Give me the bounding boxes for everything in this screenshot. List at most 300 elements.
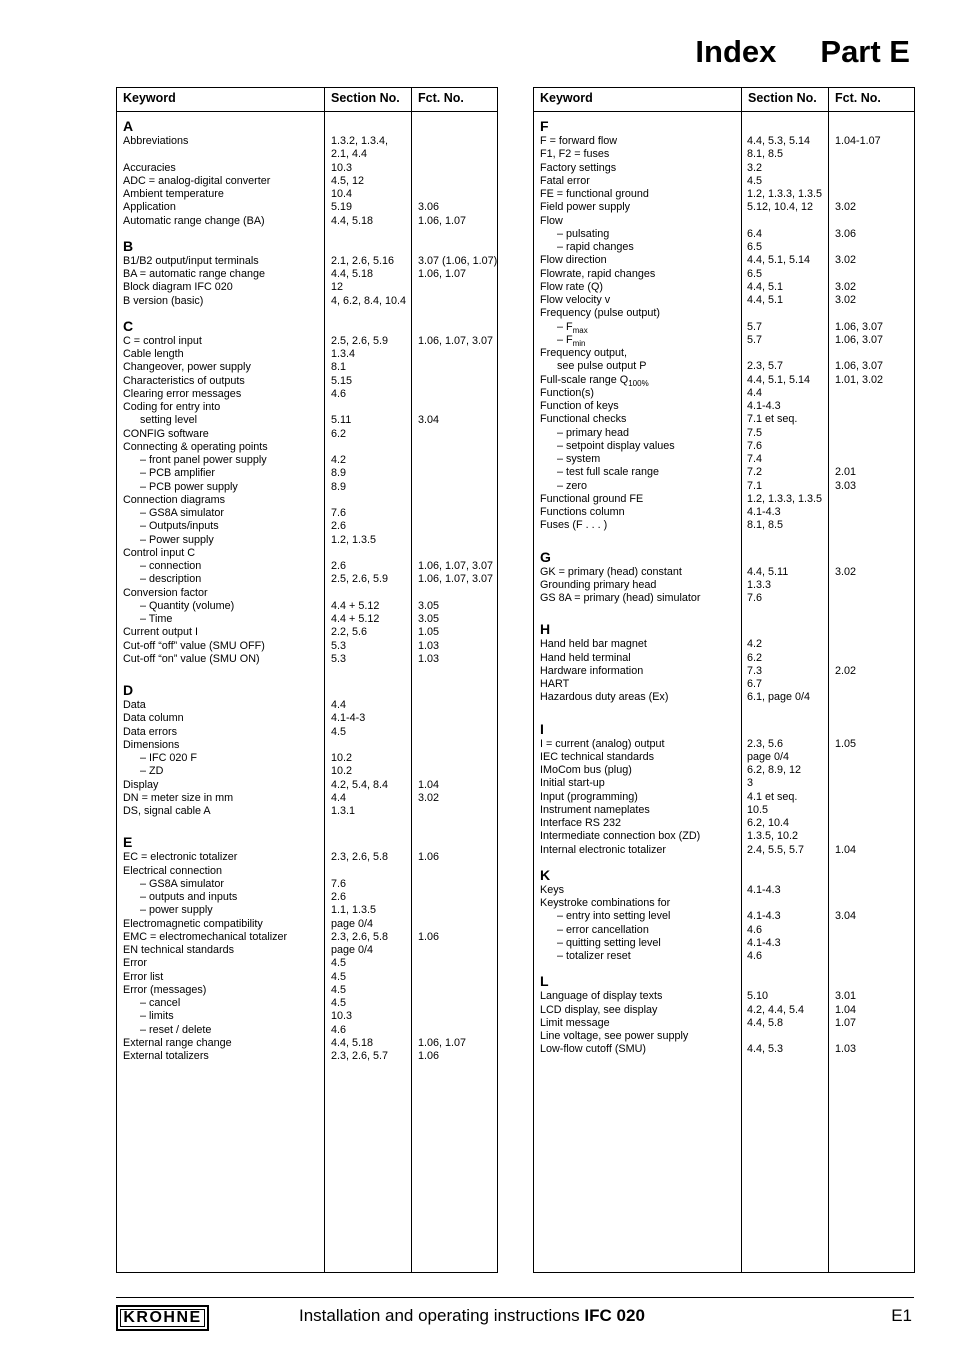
section-no: 4.5 (747, 174, 763, 187)
section-no: 4.4, 5.1 (747, 280, 784, 293)
index-row (534, 360, 914, 373)
index-row (117, 653, 497, 666)
keyword: Changeover, power supply (123, 361, 251, 374)
keyword: Coding for entry into (123, 401, 221, 413)
index-row (534, 201, 914, 214)
keyword: Conversion factor (123, 586, 208, 599)
section-no: 10.3 (331, 161, 353, 174)
section-no: 5.11 (331, 414, 352, 427)
section-no: 1.2, 1.3.5 (331, 533, 377, 546)
index-row (117, 361, 497, 374)
section-no: 4.4 + 5.12 (331, 613, 380, 625)
fct-no: 1.06 (418, 1050, 440, 1062)
fct-no: 1.03 (418, 652, 440, 665)
fct-no: 1.04 (418, 778, 440, 791)
keyword: Control input C (123, 546, 196, 559)
keyword: – pulsating (557, 227, 610, 240)
index-row (534, 453, 914, 466)
table-header (117, 88, 497, 112)
fct-no: 1.06, 1.07, 3.07 (418, 334, 494, 347)
keyword: Cable length (123, 348, 184, 360)
index-row (117, 215, 497, 228)
keyword: – IFC 020 F (140, 752, 198, 764)
index-section-g (534, 549, 914, 606)
section-no: 10.2 (331, 752, 353, 764)
fct-no: 1.04 (835, 1003, 857, 1016)
section-no: 4.4, 5.1, 5.14 (747, 373, 811, 386)
section-letter: F (540, 118, 549, 134)
fct-no: 3.05 (418, 613, 440, 625)
index-section-a (117, 118, 497, 228)
fct-no: 3.05 (418, 599, 440, 612)
footer-divider (116, 1297, 914, 1298)
fct-no: 3.02 (835, 201, 857, 214)
section-no: 1.3.4 (331, 348, 356, 360)
keyword: Current output I (123, 626, 199, 639)
section-no: 4.4 + 5.12 (331, 599, 380, 612)
index-row (534, 480, 914, 493)
fct-no: 1.06, 1.07 (418, 214, 467, 227)
section-no: 4.4, 5.11 (747, 565, 789, 578)
index-row (534, 215, 914, 228)
index-row (117, 699, 497, 712)
fct-no: 1.06, 3.07 (835, 360, 884, 373)
index-row (117, 792, 497, 805)
index-section-i (534, 721, 914, 857)
section-no: 4.4, 5.18 (331, 1036, 374, 1049)
section-no: 4.5 (331, 970, 347, 983)
index-row (534, 387, 914, 400)
index-row (534, 764, 914, 777)
keyword: External totalizers (123, 1050, 209, 1062)
keyword: GS 8A = primary (head) simulator (540, 592, 701, 604)
index-row (117, 188, 497, 201)
section-no: 5.15 (331, 374, 353, 387)
fct-no: 1.03 (835, 1043, 857, 1056)
index-row (534, 691, 914, 704)
section-no: 5.12, 10.4, 12 (747, 201, 814, 214)
index-row (534, 347, 914, 360)
section-letter: A (123, 118, 134, 134)
keyword: – GS8A simulator (140, 507, 225, 519)
keyword: Data column (123, 712, 184, 725)
index-section-d (117, 682, 497, 818)
section-no: 4.4, 5.1 (747, 294, 784, 306)
index-row (534, 413, 914, 426)
section-no: 6.5 (747, 267, 763, 280)
section-no: 8.1, 8.5 (747, 519, 784, 532)
section-no: 2.3, 5.7 (747, 360, 784, 373)
keyword: Clearing error messages (123, 387, 242, 400)
index-row (117, 414, 497, 427)
index-row (534, 519, 914, 532)
section-no: 4.1-4.3 (747, 506, 781, 518)
index-row (117, 388, 497, 401)
index-row (117, 865, 497, 878)
index-row (534, 652, 914, 665)
index-row (534, 897, 914, 910)
index-row (117, 201, 497, 214)
index-row (534, 678, 914, 691)
fct-no: 1.07 (835, 1016, 857, 1029)
index-row (117, 295, 497, 308)
keyword: – reset / delete (140, 1023, 212, 1036)
index-row (117, 348, 497, 361)
keyword: Connection diagrams (123, 493, 226, 506)
index-row (534, 400, 914, 413)
title-index: Index (695, 34, 777, 69)
keyword: Grounding primary head (540, 578, 657, 591)
keyword: Accuracies (123, 161, 176, 174)
index-row (534, 188, 914, 201)
section-no: 7.3 (747, 664, 763, 677)
keyword: Line voltage, see power supply (540, 1030, 689, 1042)
index-row (534, 566, 914, 579)
section-no: page 0/4 (331, 917, 374, 930)
section-no: 1.2, 1.3.3, 1.3.5 (747, 188, 823, 200)
section-no: 6.7 (747, 678, 763, 690)
index-row (117, 752, 497, 765)
index-row (117, 1037, 497, 1050)
title-part: Part E (820, 34, 910, 69)
keyword: Keystroke combinations for (540, 897, 671, 909)
index-row (534, 281, 914, 294)
section-no: page 0/4 (331, 944, 374, 956)
fct-no: 3.02 (835, 280, 857, 293)
section-no: 2.6 (331, 560, 347, 572)
section-no: 10.5 (747, 803, 769, 816)
section-no: 4.1-4-3 (331, 712, 366, 725)
keyword: – cancel (140, 997, 181, 1009)
keyword: Fatal error (540, 174, 590, 187)
section-no: 4.1-4.3 (747, 910, 781, 923)
keyword: – setpoint display values (557, 439, 675, 452)
index-row (534, 924, 914, 937)
keyword: ADC = analog-digital converter (123, 174, 271, 187)
keyword: Abbreviations (123, 135, 189, 147)
index-row (117, 891, 497, 904)
index-row (117, 335, 497, 348)
index-row (117, 640, 497, 653)
fct-no: 1.04-1.07 (835, 135, 881, 147)
fct-no: 1.06, 1.07 (418, 268, 467, 280)
keyword: Frequency output, (540, 347, 628, 359)
keyword: Error (123, 957, 147, 970)
keyword: Flow direction (540, 254, 607, 267)
index-row (534, 268, 914, 281)
keyword: Keys (540, 883, 565, 896)
index-row (534, 990, 914, 1003)
index-row (534, 334, 914, 347)
index-row (534, 1004, 914, 1017)
fct-no: 3.02 (835, 254, 857, 267)
keyword: Limit message (540, 1016, 610, 1029)
keyword: FE = functional ground (540, 188, 649, 200)
keyword: Function(s) (540, 386, 595, 399)
section-no: 7.6 (331, 877, 347, 890)
section-no: 4.1-4.3 (747, 400, 781, 412)
section-no: 1.1, 1.3.5 (331, 904, 377, 917)
keyword: – Power supply (140, 533, 214, 546)
index-row (534, 1043, 914, 1056)
keyword: EC = electronic totalizer (123, 851, 238, 864)
section-no: 4.6 (747, 923, 763, 936)
section-no: 1.3.5, 10.2 (747, 830, 799, 843)
section-no: 4.1-4.3 (747, 936, 781, 949)
keyword: Hazardous duty areas (Ex) (540, 691, 669, 704)
fct-no: 1.06, 3.07 (835, 333, 884, 346)
section-no: 4.4, 5.1, 5.14 (747, 254, 811, 267)
header-keyword: Keyword (123, 91, 176, 105)
index-row (117, 454, 497, 467)
index-row (534, 374, 914, 387)
section-no: 10.3 (331, 1010, 353, 1023)
index-row (117, 175, 497, 188)
section-no: 6.5 (747, 241, 763, 253)
keyword: Language of display texts (540, 990, 663, 1003)
keyword: B1/B2 output/input terminals (123, 254, 259, 267)
index-section-k (534, 867, 914, 964)
keyword: CONFIG software (123, 427, 209, 440)
section-no: 4.4 (747, 386, 763, 399)
index-row (534, 493, 914, 506)
index-section-b (117, 238, 497, 308)
footer-title (299, 1306, 645, 1326)
section-no: 4.6 (331, 1023, 347, 1036)
fct-no: 1.05 (835, 737, 857, 750)
keyword: Initial start-up (540, 777, 605, 790)
section-no: 4.2 (331, 454, 347, 466)
index-row (534, 307, 914, 320)
keyword: Data errors (123, 725, 178, 738)
keyword: Field power supply (540, 201, 631, 214)
fct-no: 1.05 (418, 626, 440, 639)
index-row (534, 1017, 914, 1030)
keyword: setting level (140, 414, 198, 427)
keyword: Internal electronic totalizer (540, 843, 667, 856)
keyword: – front panel power supply (140, 454, 267, 466)
section-no: 6.2, 10.4 (747, 817, 790, 829)
section-no: 7.1 (747, 479, 763, 492)
keyword: Intermediate connection box (ZD) (540, 830, 701, 843)
fct-no: 3.07 (1.06, 1.07) (418, 254, 498, 267)
index-row (534, 937, 914, 950)
keyword: – totalizer reset (557, 950, 631, 962)
keyword: Instrument nameplates (540, 803, 650, 816)
keyword: Factory settings (540, 161, 617, 174)
index-row (117, 878, 497, 891)
index-row (117, 148, 497, 161)
index-row (117, 851, 497, 864)
keyword: Fuses (F . . . ) (540, 519, 608, 532)
keyword: Error (messages) (123, 983, 207, 996)
index-row (534, 427, 914, 440)
logo-text: KROHNE (123, 1309, 202, 1326)
index-row (117, 1050, 497, 1063)
section-no: 5.3 (331, 639, 347, 652)
keyword: – ZD (140, 765, 164, 778)
fct-no: 1.06 (418, 851, 440, 864)
section-no: 2.3, 5.6 (747, 737, 784, 750)
index-row (117, 918, 497, 931)
index-row (117, 726, 497, 739)
section-no: 5.19 (331, 201, 353, 214)
fct-no: 3.06 (418, 201, 440, 214)
keyword: IEC technical standards (540, 750, 655, 763)
section-no: 8.9 (331, 467, 347, 480)
keyword: – description (140, 573, 202, 586)
keyword: – Time (140, 613, 173, 625)
index-row (534, 1030, 914, 1043)
section-no: 4.5, 12 (331, 174, 365, 187)
index-row (534, 910, 914, 923)
header-section: Section No. (331, 91, 400, 105)
index-row (534, 466, 914, 479)
section-no: 2.3, 2.6, 5.8 (331, 930, 389, 943)
fct-no: 1.06, 1.07, 3.07 (418, 573, 494, 586)
section-no: 2.4, 5.5, 5.7 (747, 843, 805, 856)
keyword: HART (540, 678, 570, 690)
keyword: Dimensions (123, 738, 180, 751)
index-row (117, 507, 497, 520)
index-row (534, 148, 914, 161)
keyword: – outputs and inputs (140, 891, 238, 903)
section-no: 4.5 (331, 725, 347, 738)
section-no: 8.1, 8.5 (747, 148, 784, 161)
index-row (534, 751, 914, 764)
index-row (534, 579, 914, 592)
section-no: 2.5, 2.6, 5.9 (331, 334, 389, 347)
index-row (117, 613, 497, 626)
keyword: Automatic range change (BA) (123, 214, 265, 227)
keyword: Flow (540, 214, 563, 227)
section-no: 4.5 (331, 983, 347, 996)
keyword: B version (basic) (123, 294, 204, 307)
keyword: – primary head (557, 426, 630, 439)
index-row (534, 440, 914, 453)
section-no: 4.2, 4.4, 5.4 (747, 1003, 805, 1016)
keyword: Interface RS 232 (540, 817, 622, 829)
index-row (534, 777, 914, 790)
fct-no: 1.04 (835, 843, 857, 856)
keyword: Error list (123, 970, 164, 983)
section-no: 10.2 (331, 765, 353, 778)
index-row (534, 844, 914, 857)
keyword: – zero (557, 479, 588, 492)
fct-no: 2.02 (835, 664, 857, 677)
index-row (534, 321, 914, 334)
index-row (117, 779, 497, 792)
keyword: BA = automatic range change (123, 268, 265, 280)
index-row (117, 573, 497, 586)
keyword: C = control input (123, 334, 202, 347)
keyword: F = forward flow (540, 135, 618, 147)
section-no: 6.2 (331, 427, 347, 440)
keyword: – quitting setting level (557, 936, 661, 949)
keyword: – GS8A simulator (140, 877, 225, 890)
keyword: Hand held terminal (540, 651, 631, 664)
index-row (117, 984, 497, 997)
section-no: 4.4 (331, 791, 347, 804)
index-row (117, 560, 497, 573)
section-no: 1.3.1 (331, 805, 356, 817)
index-row (534, 884, 914, 897)
section-no: 8.1 (331, 361, 347, 374)
keyword: – PCB power supply (140, 480, 238, 493)
index-row (117, 957, 497, 970)
index-row (117, 600, 497, 613)
fct-no: 3.06 (835, 227, 857, 240)
page-title (695, 34, 910, 70)
index-row (117, 281, 497, 294)
index-section-c (117, 318, 497, 666)
index-section-l (534, 973, 914, 1056)
section-letter: H (540, 621, 551, 638)
keyword: Functional ground FE (540, 492, 644, 505)
keyword: F1, F2 = fuses (540, 148, 610, 161)
index-row (534, 638, 914, 651)
index-row (117, 441, 497, 454)
section-letter: D (123, 682, 134, 698)
fct-no: 3.03 (835, 479, 857, 492)
fct-no: 1.06 (418, 930, 440, 943)
keyword: Frequency (pulse output) (540, 307, 661, 320)
section-no: 3.2 (747, 161, 763, 174)
keyword: Ambient temperature (123, 188, 224, 200)
index-row (117, 997, 497, 1010)
index-row (534, 506, 914, 519)
table-header (534, 88, 914, 112)
keyword: Full-scale range $Q_{100\%}$ (540, 373, 649, 388)
section-letter: K (540, 866, 551, 883)
index-row (117, 1010, 497, 1023)
keyword: – rapid changes (557, 241, 634, 253)
fct-no: 3.01 (835, 990, 857, 1003)
section-no: 6.2, 8.9, 12 (747, 764, 802, 776)
section-no: 6.4 (747, 227, 763, 240)
index-row (117, 587, 497, 600)
section-no: 4.6 (747, 950, 763, 962)
keyword: Block diagram IFC 020 (123, 281, 233, 294)
index-row (117, 135, 497, 148)
section-letter: G (540, 548, 551, 565)
section-letter: B (123, 237, 134, 254)
keyword: see pulse output P (557, 360, 647, 373)
index-row (117, 428, 497, 441)
index-row (534, 817, 914, 830)
section-no: 12 (331, 281, 344, 294)
section-no: 2.3, 2.6, 5.7 (331, 1050, 389, 1062)
keyword: Cut-off “on” value (SMU ON) (123, 652, 260, 665)
keyword: Connecting & operating points (123, 440, 268, 453)
section-no: 4.4, 5.18 (331, 268, 374, 280)
index-row (117, 534, 497, 547)
keyword: Flowrate, rapid changes (540, 267, 656, 280)
section-no: 5.7 (747, 320, 763, 333)
section-no: 2.6 (331, 520, 347, 533)
footer-product: IFC 020 (584, 1306, 645, 1325)
index-row (117, 268, 497, 281)
section-no: 7.4 (747, 453, 763, 465)
index-row (117, 904, 497, 917)
index-row (117, 626, 497, 639)
section-no: 4.5 (331, 957, 347, 970)
keyword: – entry into setting level (557, 910, 671, 923)
section-no: 2.1, 4.4 (331, 148, 368, 161)
header-keyword: Keyword (540, 91, 593, 105)
keyword: Hardware information (540, 664, 644, 677)
keyword: – connection (140, 560, 202, 572)
